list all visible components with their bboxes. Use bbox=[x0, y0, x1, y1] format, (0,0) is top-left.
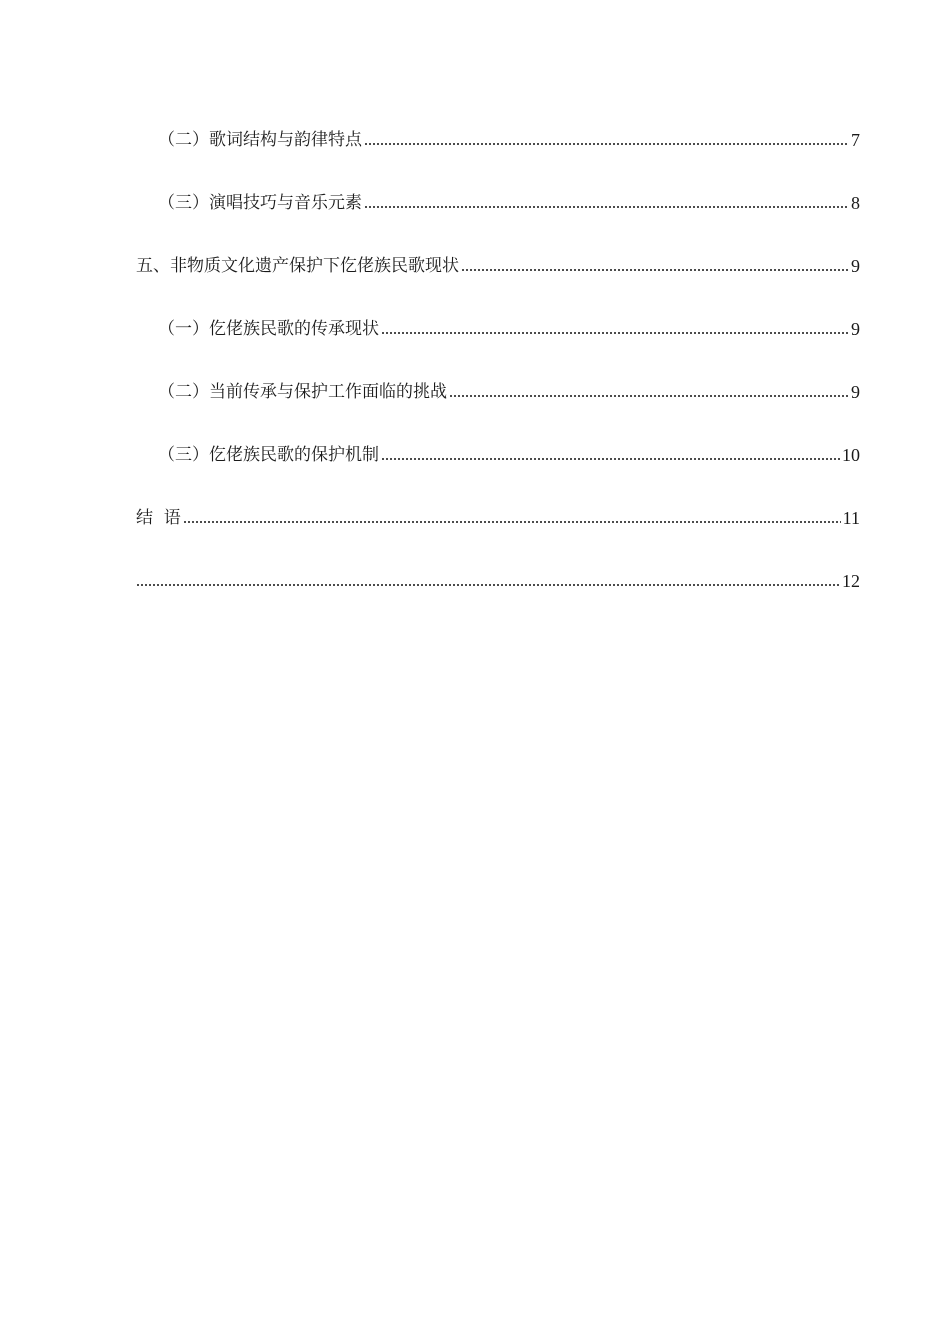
toc-dot-leader bbox=[364, 140, 849, 148]
toc-entry[interactable] bbox=[136, 252, 860, 280]
toc-entry-title: （二）歌词结构与韵律特点 bbox=[158, 130, 362, 150]
toc-entry-title: 五、非物质文化遗产保护下仡佬族民歌现状 bbox=[136, 256, 459, 276]
toc-entry[interactable] bbox=[136, 378, 860, 406]
toc-entry[interactable] bbox=[136, 315, 860, 343]
toc-entry-title: （二）当前传承与保护工作面临的挑战 bbox=[158, 382, 447, 402]
toc-entry-title: （一）仡佬族民歌的传承现状 bbox=[158, 319, 379, 339]
toc-dot-leader bbox=[136, 581, 840, 589]
toc-entry-page: 9 bbox=[851, 319, 860, 339]
toc-entry-page: 11 bbox=[842, 508, 860, 528]
toc-dot-leader bbox=[364, 203, 849, 211]
toc-entry-page: 8 bbox=[851, 193, 860, 213]
toc-entry-page: 9 bbox=[851, 256, 860, 276]
toc-entry-page: 9 bbox=[851, 382, 860, 402]
toc-entry[interactable] bbox=[136, 126, 860, 154]
toc-entry-title: （三）仡佬族民歌的保护机制 bbox=[158, 445, 379, 465]
toc-entry-title: 结 语 bbox=[136, 508, 181, 528]
toc-entry-page: 12 bbox=[842, 571, 860, 591]
toc-entry[interactable] bbox=[136, 504, 860, 532]
toc-entry[interactable] bbox=[136, 441, 860, 469]
toc-dot-leader bbox=[183, 518, 841, 526]
toc-entry-page: 7 bbox=[851, 130, 860, 150]
toc-entry-page: 10 bbox=[842, 445, 860, 465]
toc-dot-leader bbox=[381, 329, 849, 337]
table-of-contents bbox=[136, 126, 860, 630]
toc-entry[interactable] bbox=[136, 567, 860, 595]
toc-entry[interactable] bbox=[136, 189, 860, 217]
toc-dot-leader bbox=[381, 455, 840, 463]
toc-entry-title: （三）演唱技巧与音乐元素 bbox=[158, 193, 362, 213]
toc-dot-leader bbox=[449, 392, 849, 400]
toc-dot-leader bbox=[461, 266, 849, 274]
